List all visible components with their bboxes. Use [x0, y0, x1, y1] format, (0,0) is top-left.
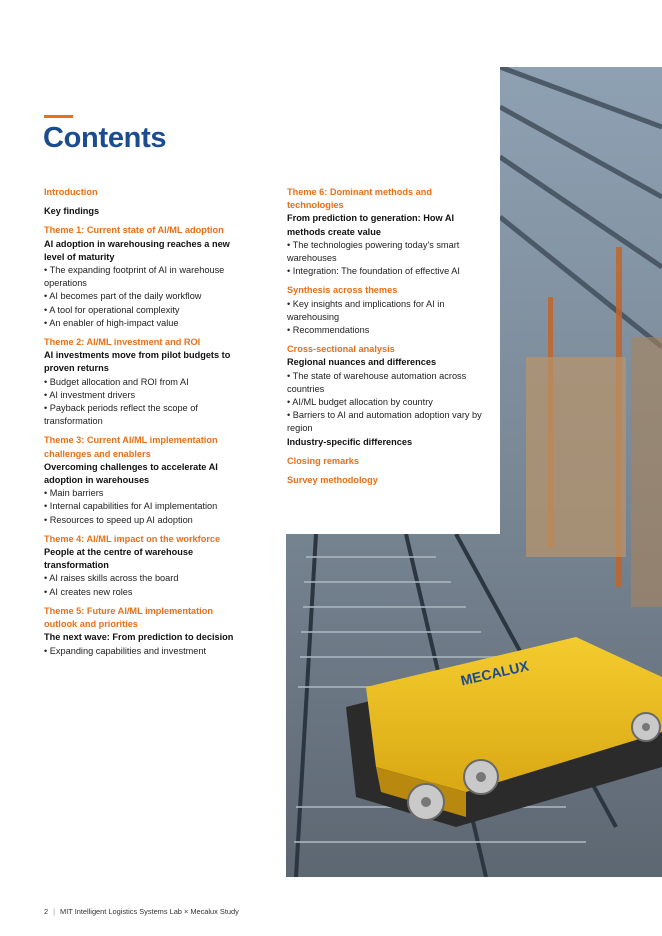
toc-item[interactable]: • AI creates new roles: [44, 586, 133, 597]
toc-item[interactable]: • A tool for operational complexity: [44, 304, 180, 315]
contents-right-column: [287, 186, 487, 487]
toc-section-heading[interactable]: Introduction: [44, 187, 98, 197]
mecalux-logo-text: MECALUX: [459, 657, 531, 689]
toc-item[interactable]: • The technologies powering today's smart warehouses: [287, 239, 460, 264]
toc-item[interactable]: • Integration: The foundation of effective AI: [287, 266, 460, 277]
toc-section-heading[interactable]: Theme 1: Current state of AI/ML adoption: [44, 225, 224, 236]
toc-item[interactable]: • The state of warehouse automation across countries: [287, 370, 467, 394]
toc-item[interactable]: • Key insights and implications for AI in warehousing: [287, 298, 445, 322]
footer-separator: |: [53, 907, 56, 916]
toc-item[interactable]: • Recommendations: [287, 325, 370, 336]
toc-item[interactable]: • AI becomes part of the daily workflow: [44, 291, 202, 302]
title-accent-rule: [44, 115, 73, 118]
toc-section-heading[interactable]: Theme 5: Future AI/ML implementation outlook and priorities: [44, 605, 213, 630]
toc-subheading[interactable]: AI investments move from pilot budgets to proven returns: [44, 350, 231, 374]
toc-subheading[interactable]: Overcoming challenges to accelerate AI adoption in warehouses: [44, 461, 218, 486]
toc-item[interactable]: • Main barriers: [44, 488, 104, 499]
toc-item[interactable]: • Barriers to AI and automation adoption vary by region: [287, 410, 482, 434]
toc-section-heading[interactable]: Cross-sectional analysis: [287, 344, 395, 355]
toc-section-heading[interactable]: Theme 6: Dominant methods and technologies: [287, 187, 432, 211]
toc-item[interactable]: • AI investment drivers: [44, 389, 136, 400]
contents-left-column: [44, 186, 244, 658]
toc-subheading[interactable]: From prediction to generation: How AI methods create value: [287, 213, 455, 237]
toc-section-heading[interactable]: Theme 4: AI/ML impact on the workforce: [44, 533, 221, 544]
toc-subheading[interactable]: Regional nuances and differences: [287, 357, 437, 368]
page-footer: [44, 907, 239, 916]
toc-item[interactable]: • The expanding footprint of AI in warehouse operations: [44, 265, 225, 289]
toc-subheading[interactable]: Industry-specific differences: [287, 436, 413, 447]
toc-subheading[interactable]: AI adoption in warehousing reaches a new level of maturity: [44, 238, 230, 262]
toc-subheading[interactable]: The next wave: From prediction to decision: [44, 632, 234, 643]
toc-section-heading[interactable]: Synthesis across themes: [287, 285, 398, 296]
toc-item[interactable]: • Expanding capabilities and investment: [44, 645, 207, 656]
toc-subheading[interactable]: People at the centre of warehouse transformation: [44, 547, 194, 571]
toc-section-heading[interactable]: Survey methodology: [287, 475, 378, 486]
toc-section-heading[interactable]: Theme 3: Current AI/ML implementation challenges and enablers: [44, 435, 218, 459]
footer-text: MIT Intelligent Logistics Systems Lab × Mecalux Study: [60, 907, 239, 916]
page-title: Contents: [43, 122, 167, 154]
toc-subheading[interactable]: Key findings: [44, 206, 100, 217]
toc-item[interactable]: • An enabler of high-impact value: [44, 317, 179, 328]
toc-section-heading[interactable]: Closing remarks: [287, 455, 359, 466]
toc-item[interactable]: • Internal capabilities for AI implementation: [44, 501, 218, 512]
toc-item[interactable]: • Payback periods reflect the scope of transformation: [44, 403, 198, 427]
toc-item[interactable]: • Resources to speed up AI adoption: [44, 514, 193, 525]
toc-item[interactable]: • AI/ML budget allocation by country: [287, 397, 433, 408]
toc-item[interactable]: • Budget allocation and ROI from AI: [44, 376, 189, 387]
page-number: 2: [44, 907, 49, 916]
toc-item[interactable]: • AI raises skills across the board: [44, 573, 179, 584]
toc-section-heading[interactable]: Theme 2: AI/ML investment and ROI: [44, 337, 201, 348]
